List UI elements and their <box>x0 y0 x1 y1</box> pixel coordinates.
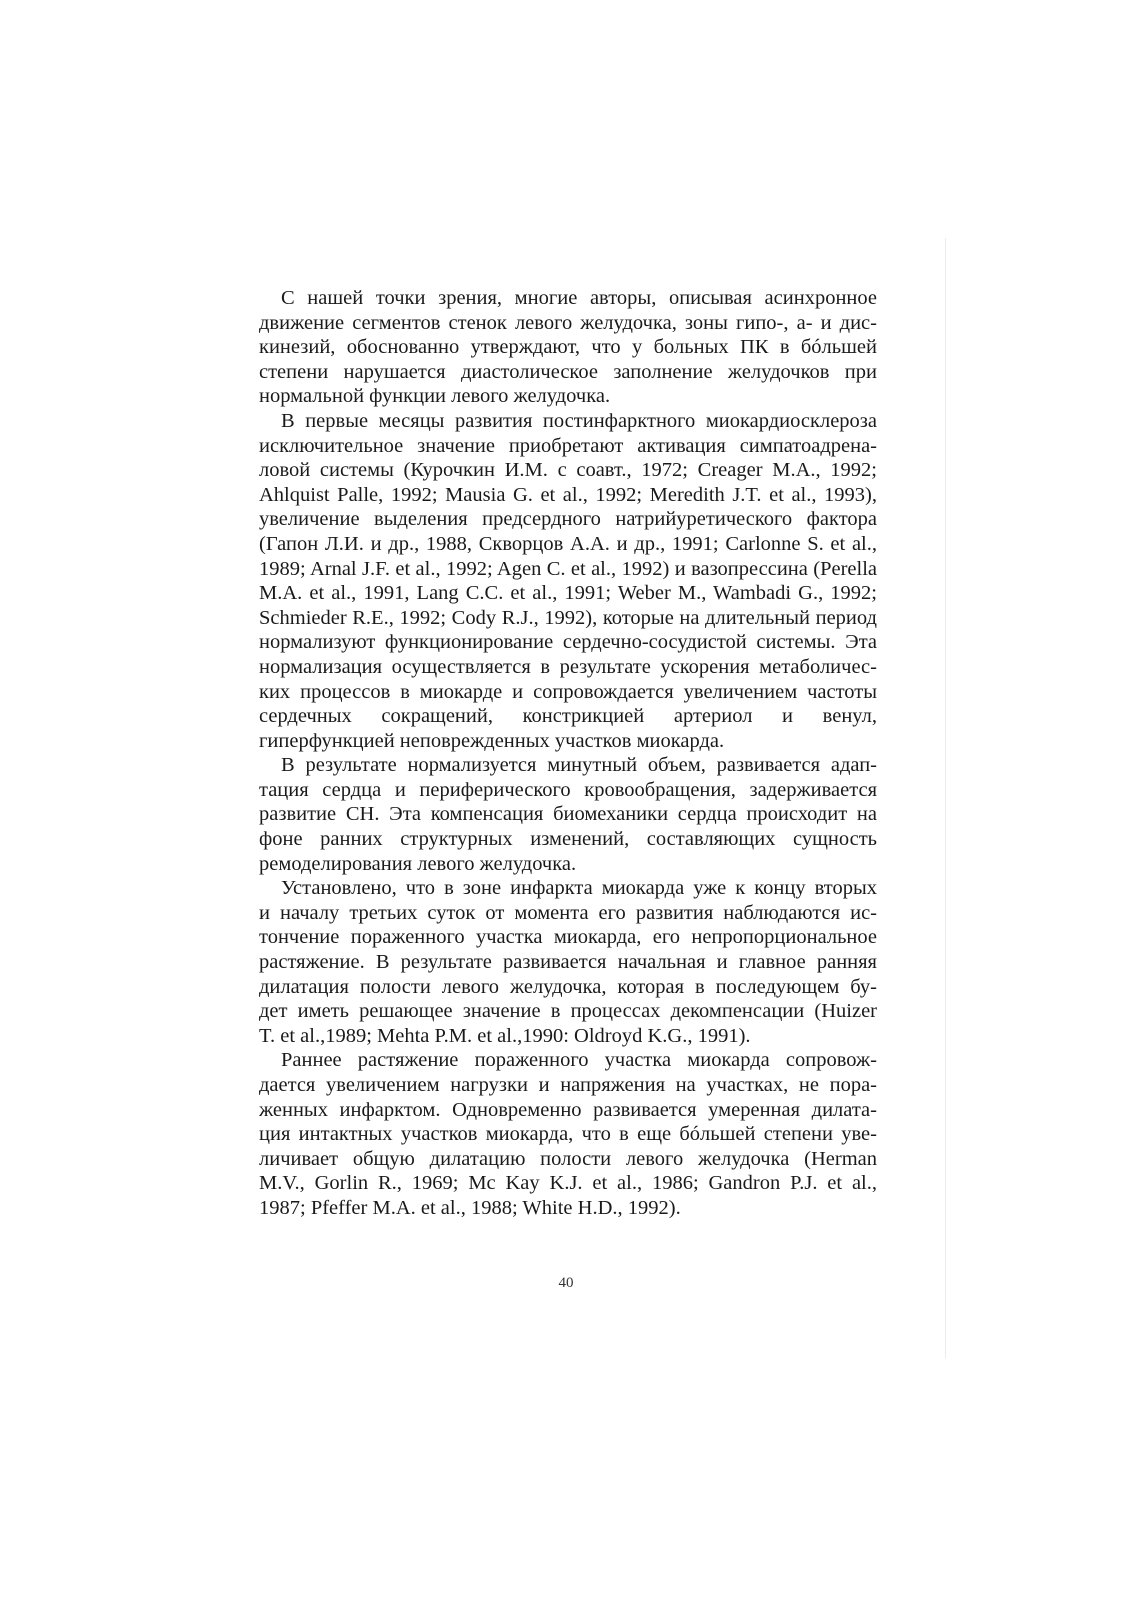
text-line: движение сегментов стенок левого желудочка, зоны гипо-, а- и дис- <box>259 311 877 334</box>
text-line: T. et al.,1989; Mehta P.M. et al.,1990: Oldroyd K.G., 1991). <box>259 1024 751 1047</box>
text-line: сердечных сокращений, констрикцией артериол и венул, <box>259 705 877 728</box>
text-line: нормализуют функционирование сердечно-сосудистой системы. Эта <box>259 631 877 654</box>
text-line: нормализация осуществляется в результате ускорения метаболичес- <box>259 655 877 678</box>
text-line: гиперфункцией неповрежденных участков миокарда. <box>259 729 725 752</box>
page-number: 40 <box>558 1275 574 1291</box>
paragraph <box>259 409 877 753</box>
text-line: ремоделирования левого желудочка. <box>259 852 577 875</box>
text-line: личивает общую дилатацию полости левого желудочка (Herman <box>259 1147 877 1170</box>
text-line: дается увеличением нагрузки и напряжения на участках, не пора- <box>259 1074 877 1096</box>
text-line: (Гапон Л.И. и др., 1988, Скворцов А.А. и др., 1991; Carlonne S. et al., <box>259 532 877 555</box>
text-line: Раннее растяжение пораженного участка миокарда сопровож- <box>281 1049 877 1072</box>
text-line: ких процессов в миокарде и сопровождается увеличением частоты <box>259 680 877 703</box>
text-line: растяжение. В результате развивается начальная и главное ранняя <box>259 951 877 974</box>
text-line: дилатация полости левого желудочка, которая в последующем бу- <box>259 975 877 998</box>
text-line: M.A. et al., 1991, Lang C.C. et al., 1991; Weber M., Wambadi G., 1992; <box>259 582 877 605</box>
text-line: Установлено, что в зоне инфаркта миокарда уже к концу вторых <box>281 877 877 900</box>
text-line: ция интактных участков миокарда, что в еще бóльшей степени уве- <box>259 1123 877 1146</box>
text-line: тация сердца и периферического кровообращения, задерживается <box>259 778 877 801</box>
scan-edge-shadow <box>945 238 946 1358</box>
text-line: В результате нормализуется минутный объем, развивается адап- <box>281 754 877 777</box>
paragraph <box>259 286 877 409</box>
text-line: развитие СН. Эта компенсация биомеханики сердца происходит на <box>259 803 877 826</box>
text-line: дет иметь решающее значение в процессах декомпенсации (Huizer <box>259 1000 877 1023</box>
text-line: В первые месяцы развития постинфарктного миокардиосклероза <box>281 409 877 432</box>
text-line: тончение пораженного участка миокарда, его непропорциональное <box>259 926 877 949</box>
text-line: кинезий, обоснованно утверждают, что у больных ПК в бóльшей <box>259 336 877 359</box>
text-line: 1987; Pfeffer M.A. et al., 1988; White H.D., 1992). <box>259 1196 681 1219</box>
text-line: Ahlquist Palle, 1992; Mausia G. et al., 1992; Meredith J.T. et al., 1993), <box>259 483 877 506</box>
text-line: исключительное значение приобретают активация симпатоадрена- <box>259 434 877 457</box>
paragraph <box>259 1048 877 1220</box>
text-line: M.V., Gorlin R., 1969; Mc Kay K.J. et al., 1986; Gandron P.J. et al., <box>259 1172 877 1195</box>
text-line: нормальной функции левого желудочка. <box>259 385 611 408</box>
text-line: Schmieder R.E., 1992; Cody R.J., 1992), которые на длительный период <box>259 606 877 629</box>
text-line: увеличение выделения предсердного натрийуретического фактора <box>259 508 877 531</box>
text-line: ловой системы (Курочкин И.М. с соавт., 1972; Creager M.A., 1992; <box>259 459 877 482</box>
paragraph <box>259 876 877 1048</box>
paragraph <box>259 753 877 876</box>
text-line: фоне ранних структурных изменений, составляющих сущность <box>259 828 877 851</box>
text-line: 1989; Arnal J.F. et al., 1992; Agen C. et al., 1992) и вазопрессина (Perella <box>259 557 877 580</box>
text-line: женных инфарктом. Одновременно развивается умеренная дилата- <box>259 1098 877 1121</box>
body-text <box>259 286 877 1221</box>
text-line: С нашей точки зрения, многие авторы, описывая асинхронное <box>281 287 877 309</box>
text-line: степени нарушается диастолическое заполнение желудочков при <box>259 360 877 383</box>
text-line: и началу третьих суток от момента его развития наблюдаются ис- <box>259 901 877 924</box>
